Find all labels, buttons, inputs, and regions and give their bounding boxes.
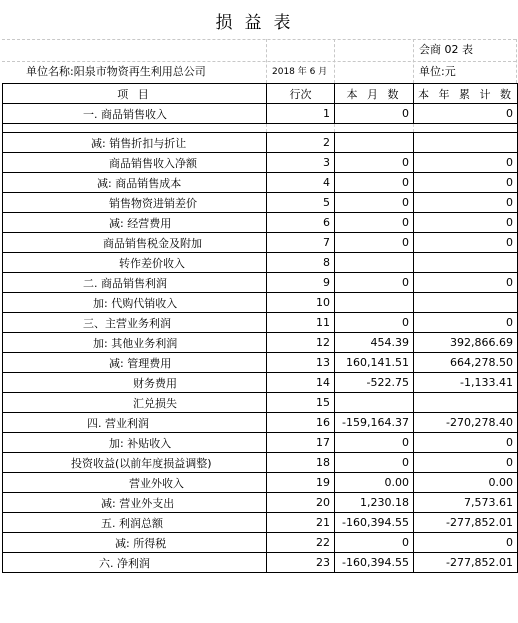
table-row [3,313,518,333]
spacer-cell [3,124,267,133]
table-row [3,473,518,493]
table-row [3,153,518,173]
row-label: 汇兑损失 [3,393,267,413]
ytd-value: 0.00 [414,473,518,493]
row-label: 销售物资进销差价 [3,193,267,213]
header-gridline [266,39,267,83]
row-number: 8 [267,253,335,273]
company-name: 单位名称:阳泉市物资再生利用总公司 [26,65,206,78]
row-label: 财务费用 [3,373,267,393]
row-number: 10 [267,293,335,313]
row-label: 加: 其他业务利润 [3,333,267,353]
header-gridline [516,39,517,83]
report-period: 2018 年 6 月 [272,67,328,77]
ytd-value: 0 [414,173,518,193]
month-value: 454.39 [335,333,414,353]
row-number: 11 [267,313,335,333]
month-value: 0 [335,173,414,193]
row-label: 转作差价收入 [3,253,267,273]
month-value: -160,394.55 [335,513,414,533]
table-row [3,373,518,393]
month-value: 0 [335,213,414,233]
row-label: 营业外收入 [3,473,267,493]
header-gridline [413,39,414,83]
income-statement-table [2,83,518,573]
row-number: 12 [267,333,335,353]
col-header-month: 本 月 数 [335,84,414,104]
row-number: 17 [267,433,335,453]
row-number: 15 [267,393,335,413]
row-number: 2 [267,133,335,153]
ytd-value: 0 [414,313,518,333]
month-value: 0 [335,104,414,124]
table-row [3,133,518,153]
row-label: 一. 商品销售收入 [3,104,267,124]
row-number: 21 [267,513,335,533]
table-row [3,333,518,353]
row-label: 四. 营业利润 [3,413,267,433]
ytd-value: 7,573.61 [414,493,518,513]
ytd-value: 0 [414,233,518,253]
ytd-value: 0 [414,153,518,173]
month-value: 0 [335,453,414,473]
header-gridline [334,39,335,83]
row-label: 投资收益(以前年度损益调整) [3,453,267,473]
ytd-value [414,133,518,153]
month-value: -160,394.55 [335,553,414,573]
table-row [3,493,518,513]
row-label: 减: 管理费用 [3,353,267,373]
ytd-value [414,293,518,313]
spacer-cell [267,124,335,133]
row-number: 19 [267,473,335,493]
ytd-value [414,253,518,273]
month-value: 1,230.18 [335,493,414,513]
table-row [3,253,518,273]
month-value: -159,164.37 [335,413,414,433]
month-value [335,293,414,313]
month-value [335,253,414,273]
table-row [3,513,518,533]
month-value: 0.00 [335,473,414,493]
ytd-value: 0 [414,433,518,453]
ytd-value: 0 [414,104,518,124]
row-label: 加: 补贴收入 [3,433,267,453]
table-row [3,173,518,193]
row-number: 7 [267,233,335,253]
row-label: 加: 代购代销收入 [3,293,267,313]
table-row [3,453,518,473]
table-row [3,233,518,253]
table-row [3,393,518,413]
ytd-value [414,393,518,413]
row-number: 5 [267,193,335,213]
ytd-value: -270,278.40 [414,413,518,433]
col-header-year: 本 年 累 计 数 [414,84,518,104]
month-value: 0 [335,533,414,553]
row-label: 减: 商品销售成本 [3,173,267,193]
table-row [3,213,518,233]
ytd-value: -1,133.41 [414,373,518,393]
row-number: 9 [267,273,335,293]
ytd-value: 0 [414,193,518,213]
row-label: 减: 营业外支出 [3,493,267,513]
month-value: 0 [335,193,414,213]
month-value: 0 [335,153,414,173]
row-number: 22 [267,533,335,553]
month-value: 0 [335,313,414,333]
row-label: 三、主营业务利润 [3,313,267,333]
row-number: 20 [267,493,335,513]
month-value [335,393,414,413]
row-number: 16 [267,413,335,433]
row-label: 商品销售税金及附加 [3,233,267,253]
table-row [3,104,518,124]
row-label: 减: 所得税 [3,533,267,553]
row-number: 23 [267,553,335,573]
row-number: 3 [267,153,335,173]
month-value: 0 [335,273,414,293]
month-value [335,133,414,153]
ytd-value: 0 [414,533,518,553]
table-row [3,553,518,573]
table-row [3,433,518,453]
ytd-value: 0 [414,453,518,473]
month-value: -522.75 [335,373,414,393]
ytd-value: 392,866.69 [414,333,518,353]
row-number: 14 [267,373,335,393]
month-value: 0 [335,233,414,253]
table-row [3,413,518,433]
row-number: 4 [267,173,335,193]
table-header-row [3,84,518,104]
col-header-no: 行次 [267,84,335,104]
month-value: 160,141.51 [335,353,414,373]
form-code: 会商 02 表 [419,43,473,56]
table-row [3,533,518,553]
ytd-value: 0 [414,213,518,233]
row-label: 五. 利润总额 [3,513,267,533]
currency-unit: 单位:元 [419,65,456,78]
row-label: 商品销售收入净额 [3,153,267,173]
spacer-cell [414,124,518,133]
table-row [3,293,518,313]
row-label: 减: 经营费用 [3,213,267,233]
month-value: 0 [335,433,414,453]
ytd-value: 0 [414,273,518,293]
ytd-value: -277,852.01 [414,513,518,533]
ytd-value: 664,278.50 [414,353,518,373]
row-label: 减: 销售折扣与折让 [3,133,267,153]
ytd-value: -277,852.01 [414,553,518,573]
table-row [3,353,518,373]
spacer-row [3,124,518,133]
table-row [3,193,518,213]
table-row [3,273,518,293]
report-title: 损益表 [215,13,303,33]
row-number: 6 [267,213,335,233]
row-number: 1 [267,104,335,124]
row-number: 13 [267,353,335,373]
row-label: 二. 商品销售利润 [3,273,267,293]
row-number: 18 [267,453,335,473]
col-header-item: 项 目 [3,84,267,104]
row-label: 六. 净利润 [3,553,267,573]
spacer-cell [335,124,414,133]
